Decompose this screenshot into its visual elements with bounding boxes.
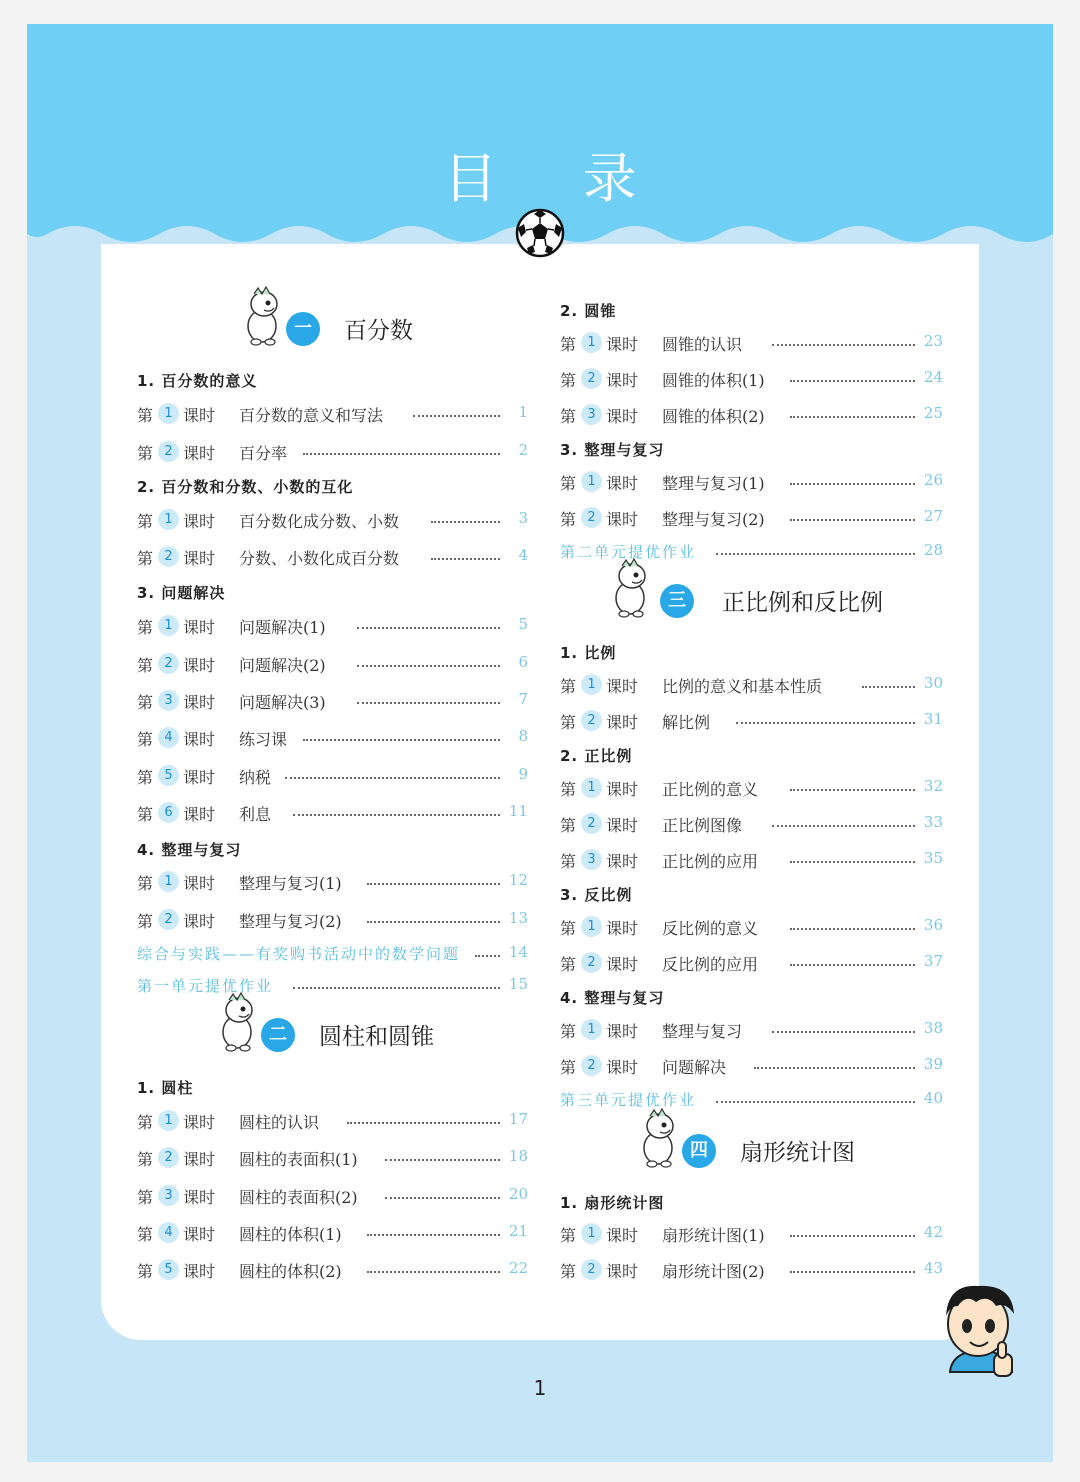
page-ref: 23 xyxy=(923,332,943,350)
leader-dots xyxy=(790,1235,915,1237)
toc-lesson-row[interactable] xyxy=(137,1222,528,1244)
section-heading: 1. 扇形统计图 xyxy=(560,1194,665,1212)
lesson-number-badge: 2 xyxy=(158,909,179,930)
lesson-suffix: 课时 xyxy=(183,730,216,749)
section-heading: 1. 百分数的意义 xyxy=(137,372,258,390)
leader-dots xyxy=(716,1101,915,1103)
lesson-title: 问题解决 xyxy=(662,1058,727,1077)
section-heading: 3. 整理与复习 xyxy=(560,441,665,459)
lesson-number-badge: 1 xyxy=(581,332,602,353)
lesson-suffix: 课时 xyxy=(183,1188,216,1207)
page-ref: 42 xyxy=(923,1223,943,1241)
leader-dots xyxy=(293,987,500,989)
section-heading: 3. 问题解决 xyxy=(137,584,226,602)
page-ref: 5 xyxy=(518,615,528,633)
lesson-suffix: 课时 xyxy=(606,816,639,835)
page-ref: 1 xyxy=(518,403,528,421)
lesson-number-badge: 2 xyxy=(158,546,179,567)
lesson-suffix: 课时 xyxy=(183,444,216,463)
lesson-suffix: 课时 xyxy=(183,1225,216,1244)
lesson-title: 圆柱的体积(1) xyxy=(239,1225,342,1244)
leader-dots xyxy=(790,519,915,521)
lesson-number-badge: 5 xyxy=(158,1259,179,1280)
lesson-suffix: 课时 xyxy=(183,406,216,425)
lesson-number-badge: 2 xyxy=(581,507,602,528)
lesson-suffix: 课时 xyxy=(183,618,216,637)
page-ref: 6 xyxy=(518,653,528,671)
page-ref: 39 xyxy=(923,1055,943,1073)
leader-dots xyxy=(385,1159,500,1161)
toc-lesson-row[interactable] xyxy=(137,765,528,787)
toc-lesson-row[interactable] xyxy=(560,332,945,354)
lesson-suffix: 课时 xyxy=(606,1262,639,1281)
page-ref: 32 xyxy=(923,777,943,795)
lesson-title: 圆柱的表面积(1) xyxy=(239,1150,358,1169)
leader-dots xyxy=(367,883,500,885)
page-number: 1 xyxy=(533,1376,547,1400)
page-title: 目 录 xyxy=(443,147,671,210)
leader-dots xyxy=(357,702,500,704)
toc-lesson-row[interactable] xyxy=(137,871,528,893)
leader-dots xyxy=(772,344,915,346)
lesson-suffix: 课时 xyxy=(183,1150,216,1169)
page-ref: 31 xyxy=(923,710,943,728)
page-ref: 30 xyxy=(923,674,943,692)
toc-lesson-row[interactable] xyxy=(137,1110,528,1132)
unit-title: 正比例和反比例 xyxy=(722,590,883,616)
lesson-title: 扇形统计图(2) xyxy=(662,1262,765,1281)
lesson-number-badge: 2 xyxy=(581,368,602,389)
lesson-number-badge: 1 xyxy=(158,871,179,892)
page-ref: 13 xyxy=(508,909,528,927)
lesson-prefix: 第 xyxy=(560,1058,577,1077)
leader-dots xyxy=(367,921,500,923)
dinosaur-mascot-icon xyxy=(240,286,286,346)
lesson-suffix: 课时 xyxy=(606,510,639,529)
unit-title: 圆柱和圆锥 xyxy=(319,1024,434,1050)
leader-dots xyxy=(862,686,915,688)
leader-dots xyxy=(303,453,500,455)
lesson-prefix: 第 xyxy=(560,1226,577,1245)
lesson-suffix: 课时 xyxy=(606,407,639,426)
lesson-suffix: 课时 xyxy=(606,780,639,799)
lesson-suffix: 课时 xyxy=(606,955,639,974)
leader-dots xyxy=(357,665,500,667)
toc-lesson-row[interactable] xyxy=(560,777,945,799)
lesson-suffix: 课时 xyxy=(183,874,216,893)
lesson-title: 利息 xyxy=(239,805,272,824)
toc-lesson-row[interactable] xyxy=(560,507,945,529)
toc-lesson-row[interactable] xyxy=(560,404,945,426)
soccer-ball-icon xyxy=(515,208,565,258)
leader-dots xyxy=(285,777,500,779)
section-heading: 2. 百分数和分数、小数的互化 xyxy=(137,478,354,496)
page-ref: 25 xyxy=(923,404,943,422)
lesson-number-badge: 1 xyxy=(581,471,602,492)
lesson-prefix: 第 xyxy=(560,407,577,426)
toc-lesson-row[interactable] xyxy=(560,916,945,938)
leader-dots xyxy=(431,558,500,560)
page-ref: 8 xyxy=(518,727,528,745)
lesson-suffix: 课时 xyxy=(606,371,639,390)
lesson-title: 分数、小数化成百分数 xyxy=(239,549,400,568)
leader-dots xyxy=(431,521,500,523)
page-ref: 33 xyxy=(923,813,943,831)
lesson-number-badge: 1 xyxy=(158,615,179,636)
leader-dots xyxy=(790,1271,915,1273)
lesson-prefix: 第 xyxy=(560,677,577,696)
toc-lesson-row[interactable] xyxy=(560,1223,945,1245)
lesson-title: 练习课 xyxy=(239,730,288,749)
lesson-number-badge: 1 xyxy=(581,1019,602,1040)
lesson-number-badge: 3 xyxy=(581,849,602,870)
page-ref: 28 xyxy=(923,541,943,559)
toc-lesson-row[interactable] xyxy=(137,690,528,712)
special-title: 综合与实践——有奖购书活动中的数学问题 xyxy=(137,945,461,963)
page-ref: 4 xyxy=(518,546,528,564)
leader-dots xyxy=(475,955,500,957)
section-heading: 3. 反比例 xyxy=(560,886,633,904)
lesson-number-badge: 2 xyxy=(158,653,179,674)
lesson-title: 纳税 xyxy=(239,768,272,787)
toc-lesson-row[interactable] xyxy=(137,909,528,931)
dinosaur-mascot-icon xyxy=(636,1108,682,1168)
lesson-prefix: 第 xyxy=(560,816,577,835)
lesson-number-badge: 4 xyxy=(158,727,179,748)
lesson-number-badge: 1 xyxy=(581,777,602,798)
lesson-prefix: 第 xyxy=(560,335,577,354)
lesson-prefix: 第 xyxy=(560,780,577,799)
leader-dots xyxy=(716,553,915,555)
lesson-title: 圆柱的表面积(2) xyxy=(239,1188,358,1207)
lesson-prefix: 第 xyxy=(137,1262,154,1281)
leader-dots xyxy=(790,483,915,485)
page-ref: 3 xyxy=(518,509,528,527)
lesson-suffix: 课时 xyxy=(183,768,216,787)
toc-lesson-row[interactable] xyxy=(560,1019,945,1041)
section-heading: 4. 整理与复习 xyxy=(137,841,242,859)
leader-dots xyxy=(772,1031,915,1033)
page-ref: 35 xyxy=(923,849,943,867)
page-ref: 9 xyxy=(518,765,528,783)
lesson-number-badge: 2 xyxy=(158,441,179,462)
leader-dots xyxy=(385,1197,500,1199)
toc-lesson-row[interactable] xyxy=(137,546,528,568)
lesson-title: 问题解决(3) xyxy=(239,693,326,712)
section-heading: 1. 圆柱 xyxy=(137,1079,194,1097)
lesson-title: 反比例的意义 xyxy=(662,919,759,938)
lesson-title: 百分数的意义和写法 xyxy=(239,406,384,425)
page-ref: 7 xyxy=(518,690,528,708)
section-heading: 1. 比例 xyxy=(560,644,617,662)
unit-number-badge: 二 xyxy=(261,1018,295,1052)
lesson-prefix: 第 xyxy=(560,852,577,871)
leader-dots xyxy=(293,814,500,816)
lesson-prefix: 第 xyxy=(137,805,154,824)
lesson-title: 反比例的应用 xyxy=(662,955,759,974)
toc-lesson-row[interactable] xyxy=(137,727,528,749)
lesson-prefix: 第 xyxy=(137,874,154,893)
lesson-number-badge: 2 xyxy=(581,1259,602,1280)
lesson-prefix: 第 xyxy=(560,955,577,974)
toc-lesson-row[interactable] xyxy=(137,509,528,531)
lesson-title: 正比例图像 xyxy=(662,816,743,835)
lesson-title: 圆锥的体积(1) xyxy=(662,371,765,390)
lesson-title: 正比例的意义 xyxy=(662,780,759,799)
lesson-number-badge: 1 xyxy=(581,1223,602,1244)
lesson-prefix: 第 xyxy=(137,618,154,637)
lesson-number-badge: 3 xyxy=(581,404,602,425)
toc-lesson-row[interactable] xyxy=(137,653,528,675)
section-heading: 4. 整理与复习 xyxy=(560,989,665,1007)
section-heading: 2. 正比例 xyxy=(560,747,633,765)
lesson-title: 整理与复习(2) xyxy=(239,912,342,931)
lesson-prefix: 第 xyxy=(137,912,154,931)
leader-dots xyxy=(790,928,915,930)
lesson-suffix: 课时 xyxy=(183,656,216,675)
page-ref: 14 xyxy=(508,943,528,961)
lesson-number-badge: 2 xyxy=(581,710,602,731)
lesson-suffix: 课时 xyxy=(183,1113,216,1132)
lesson-prefix: 第 xyxy=(137,1225,154,1244)
toc-lesson-row[interactable] xyxy=(137,1259,528,1281)
lesson-suffix: 课时 xyxy=(606,474,639,493)
page-ref: 20 xyxy=(508,1185,528,1203)
lesson-number-badge: 2 xyxy=(581,813,602,834)
lesson-prefix: 第 xyxy=(137,730,154,749)
lesson-title: 比例的意义和基本性质 xyxy=(662,677,823,696)
lesson-title: 问题解决(1) xyxy=(239,618,326,637)
lesson-number-badge: 3 xyxy=(158,690,179,711)
page-ref: 17 xyxy=(508,1110,528,1128)
unit-number-badge: 四 xyxy=(682,1134,716,1168)
page-ref: 15 xyxy=(508,975,528,993)
section-heading: 2. 圆锥 xyxy=(560,302,617,320)
toc-lesson-row[interactable] xyxy=(560,368,945,390)
toc-special-row[interactable] xyxy=(137,943,528,965)
lesson-suffix: 课时 xyxy=(606,1022,639,1041)
leader-dots xyxy=(347,1122,500,1124)
page-ref: 12 xyxy=(508,871,528,889)
lesson-number-badge: 1 xyxy=(158,509,179,530)
lesson-title: 圆柱的认识 xyxy=(239,1113,320,1132)
lesson-suffix: 课时 xyxy=(606,1226,639,1245)
lesson-suffix: 课时 xyxy=(606,852,639,871)
lesson-prefix: 第 xyxy=(560,919,577,938)
leader-dots xyxy=(367,1234,500,1236)
lesson-title: 整理与复习 xyxy=(662,1022,743,1041)
toc-lesson-row[interactable] xyxy=(137,615,528,637)
lesson-prefix: 第 xyxy=(137,1150,154,1169)
lesson-suffix: 课时 xyxy=(183,912,216,931)
lesson-number-badge: 5 xyxy=(158,765,179,786)
leader-dots xyxy=(790,789,915,791)
toc-lesson-row[interactable] xyxy=(137,802,528,824)
lesson-number-badge: 1 xyxy=(581,674,602,695)
leader-dots xyxy=(357,627,500,629)
lesson-number-badge: 2 xyxy=(158,1147,179,1168)
lesson-number-badge: 2 xyxy=(581,952,602,973)
lesson-number-badge: 4 xyxy=(158,1222,179,1243)
toc-lesson-row[interactable] xyxy=(560,952,945,974)
lesson-suffix: 课时 xyxy=(606,919,639,938)
lesson-suffix: 课时 xyxy=(606,677,639,696)
toc-lesson-row[interactable] xyxy=(560,813,945,835)
lesson-number-badge: 6 xyxy=(158,802,179,823)
special-title: 第二单元提优作业 xyxy=(560,543,697,561)
lesson-prefix: 第 xyxy=(560,371,577,390)
toc-lesson-row[interactable] xyxy=(560,849,945,871)
page-ref: 27 xyxy=(923,507,943,525)
unit-title: 扇形统计图 xyxy=(740,1140,855,1166)
lesson-title: 百分数化成分数、小数 xyxy=(239,512,400,531)
toc-lesson-row[interactable] xyxy=(560,1259,945,1281)
leader-dots xyxy=(790,861,915,863)
page-ref: 38 xyxy=(923,1019,943,1037)
lesson-suffix: 课时 xyxy=(183,805,216,824)
lesson-suffix: 课时 xyxy=(606,1058,639,1077)
lesson-prefix: 第 xyxy=(137,693,154,712)
leader-dots xyxy=(790,964,915,966)
lesson-number-badge: 3 xyxy=(158,1185,179,1206)
lesson-suffix: 课时 xyxy=(183,1262,216,1281)
toc-lesson-row[interactable] xyxy=(137,1185,528,1207)
lesson-prefix: 第 xyxy=(137,406,154,425)
lesson-prefix: 第 xyxy=(560,1262,577,1281)
lesson-suffix: 课时 xyxy=(183,512,216,531)
lesson-suffix: 课时 xyxy=(606,335,639,354)
page-ref: 36 xyxy=(923,916,943,934)
leader-dots xyxy=(303,739,500,741)
lesson-title: 整理与复习(2) xyxy=(662,510,765,529)
unit-title: 百分数 xyxy=(344,318,413,344)
lesson-number-badge: 2 xyxy=(581,1055,602,1076)
page-ref: 22 xyxy=(508,1259,528,1277)
lesson-number-badge: 1 xyxy=(158,403,179,424)
toc-lesson-row[interactable] xyxy=(560,1055,945,1077)
toc-special-row[interactable] xyxy=(560,1089,945,1111)
leader-dots xyxy=(772,825,915,827)
page-ref: 37 xyxy=(923,952,943,970)
lesson-prefix: 第 xyxy=(137,1113,154,1132)
lesson-prefix: 第 xyxy=(560,1022,577,1041)
page-ref: 2 xyxy=(518,441,528,459)
toc-special-row[interactable] xyxy=(137,975,528,997)
page-ref: 18 xyxy=(508,1147,528,1165)
lesson-title: 解比例 xyxy=(662,713,711,732)
lesson-prefix: 第 xyxy=(137,1188,154,1207)
page-ref: 26 xyxy=(923,471,943,489)
lesson-prefix: 第 xyxy=(137,512,154,531)
lesson-prefix: 第 xyxy=(137,768,154,787)
lesson-prefix: 第 xyxy=(560,713,577,732)
page-ref: 40 xyxy=(923,1089,943,1107)
lesson-title: 正比例的应用 xyxy=(662,852,759,871)
lesson-suffix: 课时 xyxy=(183,549,216,568)
toc-lesson-row[interactable] xyxy=(560,471,945,493)
dinosaur-mascot-icon xyxy=(215,992,261,1052)
lesson-title: 百分率 xyxy=(239,444,288,463)
lesson-prefix: 第 xyxy=(137,444,154,463)
page-ref: 24 xyxy=(923,368,943,386)
page-ref: 43 xyxy=(923,1259,943,1277)
unit-number-badge: 三 xyxy=(660,584,694,618)
lesson-prefix: 第 xyxy=(137,549,154,568)
lesson-title: 整理与复习(1) xyxy=(239,874,342,893)
page-ref: 21 xyxy=(508,1222,528,1240)
special-title: 第三单元提优作业 xyxy=(560,1091,697,1109)
special-title: 第一单元提优作业 xyxy=(137,977,274,995)
lesson-prefix: 第 xyxy=(560,510,577,529)
leader-dots xyxy=(754,1067,915,1069)
leader-dots xyxy=(736,722,915,724)
lesson-prefix: 第 xyxy=(137,656,154,675)
leader-dots xyxy=(790,380,915,382)
boy-thumbs-up-icon xyxy=(932,1276,1028,1386)
lesson-title: 圆锥的体积(2) xyxy=(662,407,765,426)
toc-lesson-row[interactable] xyxy=(137,403,528,425)
leader-dots xyxy=(790,416,915,418)
unit-number-badge: 一 xyxy=(286,312,320,346)
toc-lesson-row[interactable] xyxy=(560,710,945,732)
lesson-suffix: 课时 xyxy=(183,693,216,712)
leader-dots xyxy=(413,415,500,417)
toc-lesson-row[interactable] xyxy=(137,1147,528,1169)
lesson-number-badge: 1 xyxy=(158,1110,179,1131)
toc-lesson-row[interactable] xyxy=(137,441,528,463)
lesson-title: 圆锥的认识 xyxy=(662,335,743,354)
leader-dots xyxy=(367,1271,500,1273)
lesson-title: 圆柱的体积(2) xyxy=(239,1262,342,1281)
dinosaur-mascot-icon xyxy=(608,558,654,618)
lesson-number-badge: 1 xyxy=(581,916,602,937)
lesson-prefix: 第 xyxy=(560,474,577,493)
lesson-title: 整理与复习(1) xyxy=(662,474,765,493)
lesson-suffix: 课时 xyxy=(606,713,639,732)
page-ref: 11 xyxy=(508,802,528,820)
toc-lesson-row[interactable] xyxy=(560,674,945,696)
lesson-title: 扇形统计图(1) xyxy=(662,1226,765,1245)
lesson-title: 问题解决(2) xyxy=(239,656,326,675)
